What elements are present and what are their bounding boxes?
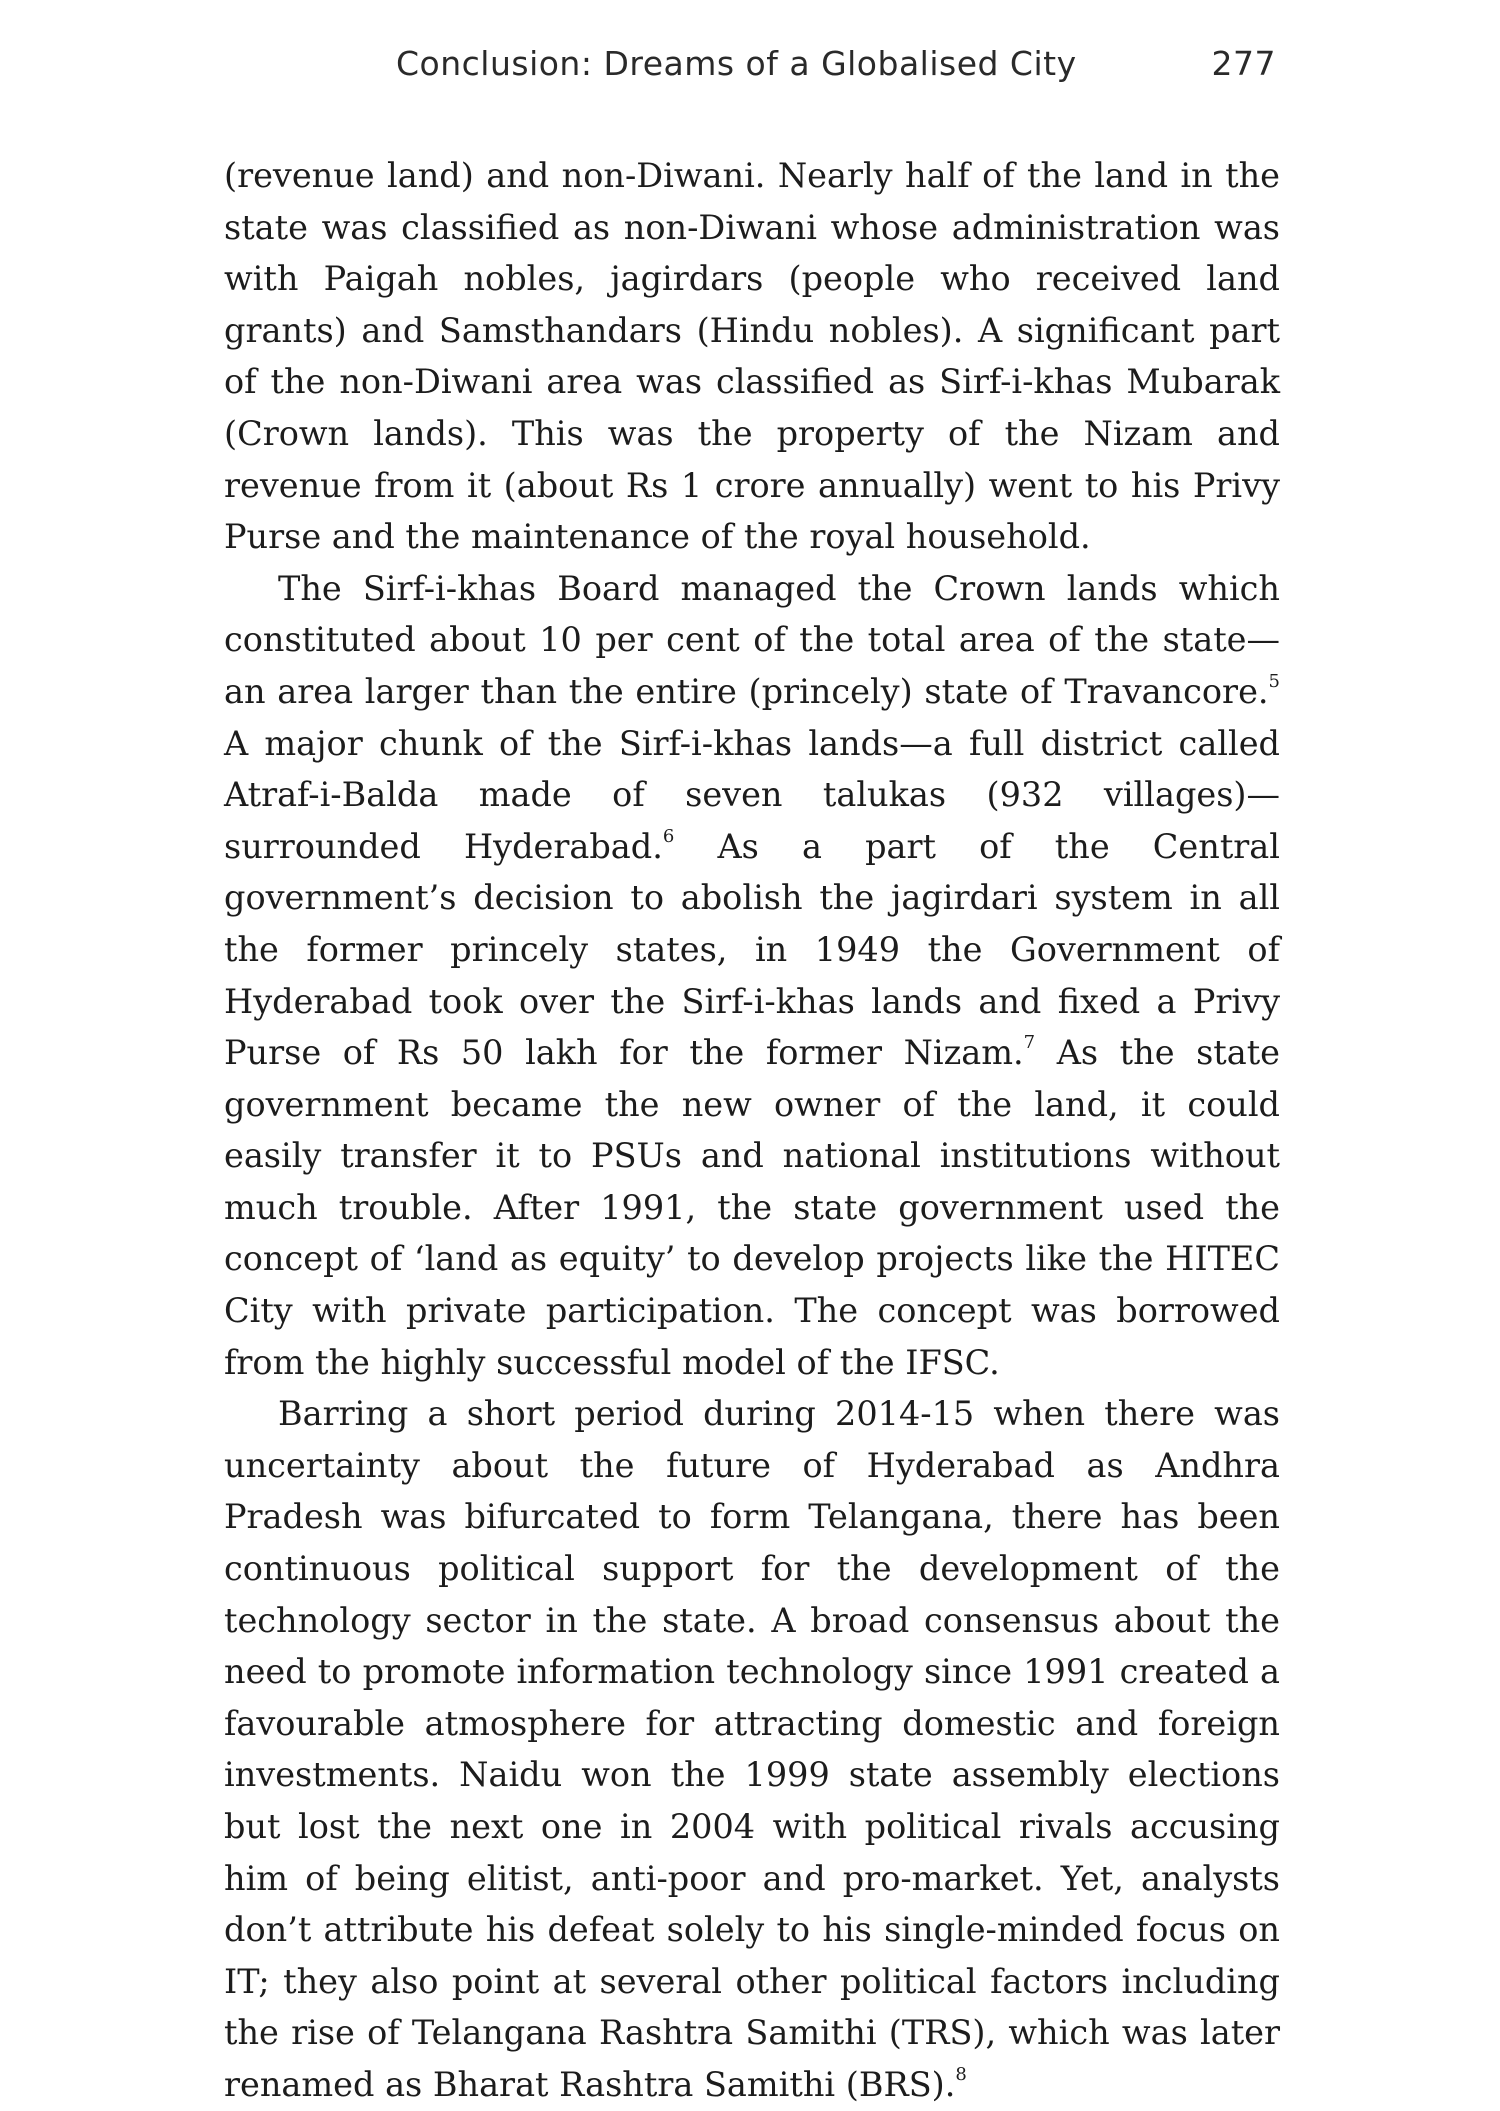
paragraph-1-text: (revenue land) and non-Diwani. Nearly half of the land in the state was classified as non-Diwani whose administration was with Paigah nobles, jagirdars (people who received land grants) and Samsthandars (Hindu nobles). A significant part of the non-Diwani area was classified as Sirf-i-khas Mubarak (Crown lands). This was the property of the Nizam and revenue from it (about Rs 1 crore annually) went to his Privy Purse and the maintenance of the royal household. — [224, 156, 1280, 557]
paragraph-3 — [224, 1388, 1280, 2110]
paragraph-2-text-a: The Sirf-i-khas Board managed the Crown lands which constituted about 10 per cent of the total area of the state—an area larger than the entire (princely) state of Travancore. — [224, 568, 1280, 711]
chapter-title: Conclusion: Dreams of a Globalised City — [396, 44, 1077, 83]
footnote-ref-8[interactable]: 8 — [955, 2063, 967, 2085]
paragraph-2 — [224, 563, 1280, 1389]
footnote-ref-6[interactable]: 6 — [662, 825, 675, 847]
paragraph-2-text-d: As the state government became the new owner of the land, it could easily transfer it to PSUs and national institutions without much trouble. After 1991, the state government used the concept of ‘land as equity’ to develop projects like the HITEC City with private participation. The concept was borrowed from the highly successful model of the IFSC. — [224, 1033, 1281, 1382]
footnote-ref-5[interactable]: 5 — [1268, 670, 1280, 692]
paragraph-3-text: Barring a short period during 2014-15 when there was uncertainty about the future of Hyderabad as Andhra Pradesh was bifurcated to form Telangana, there has been continuous political support for the development of the technology sector in the state. A broad consensus about the need to promote information technology since 1991 created a favourable atmosphere for attracting domestic and foreign investments. Naidu won the 1999 state assembly elections but lost the next one in 2004 with political rivals accusing him of being elitist, anti-poor and pro-market. Yet, analysts don’t attribute his defeat solely to his single-minded focus on IT; they also point at several other political factors including the rise of Telangana Rashtra Samithi (TRS), which was later renamed as Bharat Rashtra Samithi (BRS). — [224, 1394, 1280, 2104]
footnote-ref-7[interactable]: 7 — [1023, 1031, 1036, 1053]
body-text — [224, 150, 1280, 2111]
page-number: 277 — [1211, 44, 1276, 83]
paragraph-2-text-b: A major chunk of the Sirf-i-khas lands—a full district called Atraf-i-Balda made of seven talukas (932 villages)—surrounded Hyderabad. — [224, 723, 1280, 866]
paragraph-1 — [224, 150, 1280, 563]
paragraph-2-text-c: As a part of the Central government’s decision to abolish the jagirdari system in all the former princely states, in 1949 the Government of Hyderabad took over the Sirf-i-khas lands and fixed a Privy Purse of Rs 50 lakh for the former Nizam. — [224, 826, 1280, 1073]
running-head — [396, 44, 1276, 94]
